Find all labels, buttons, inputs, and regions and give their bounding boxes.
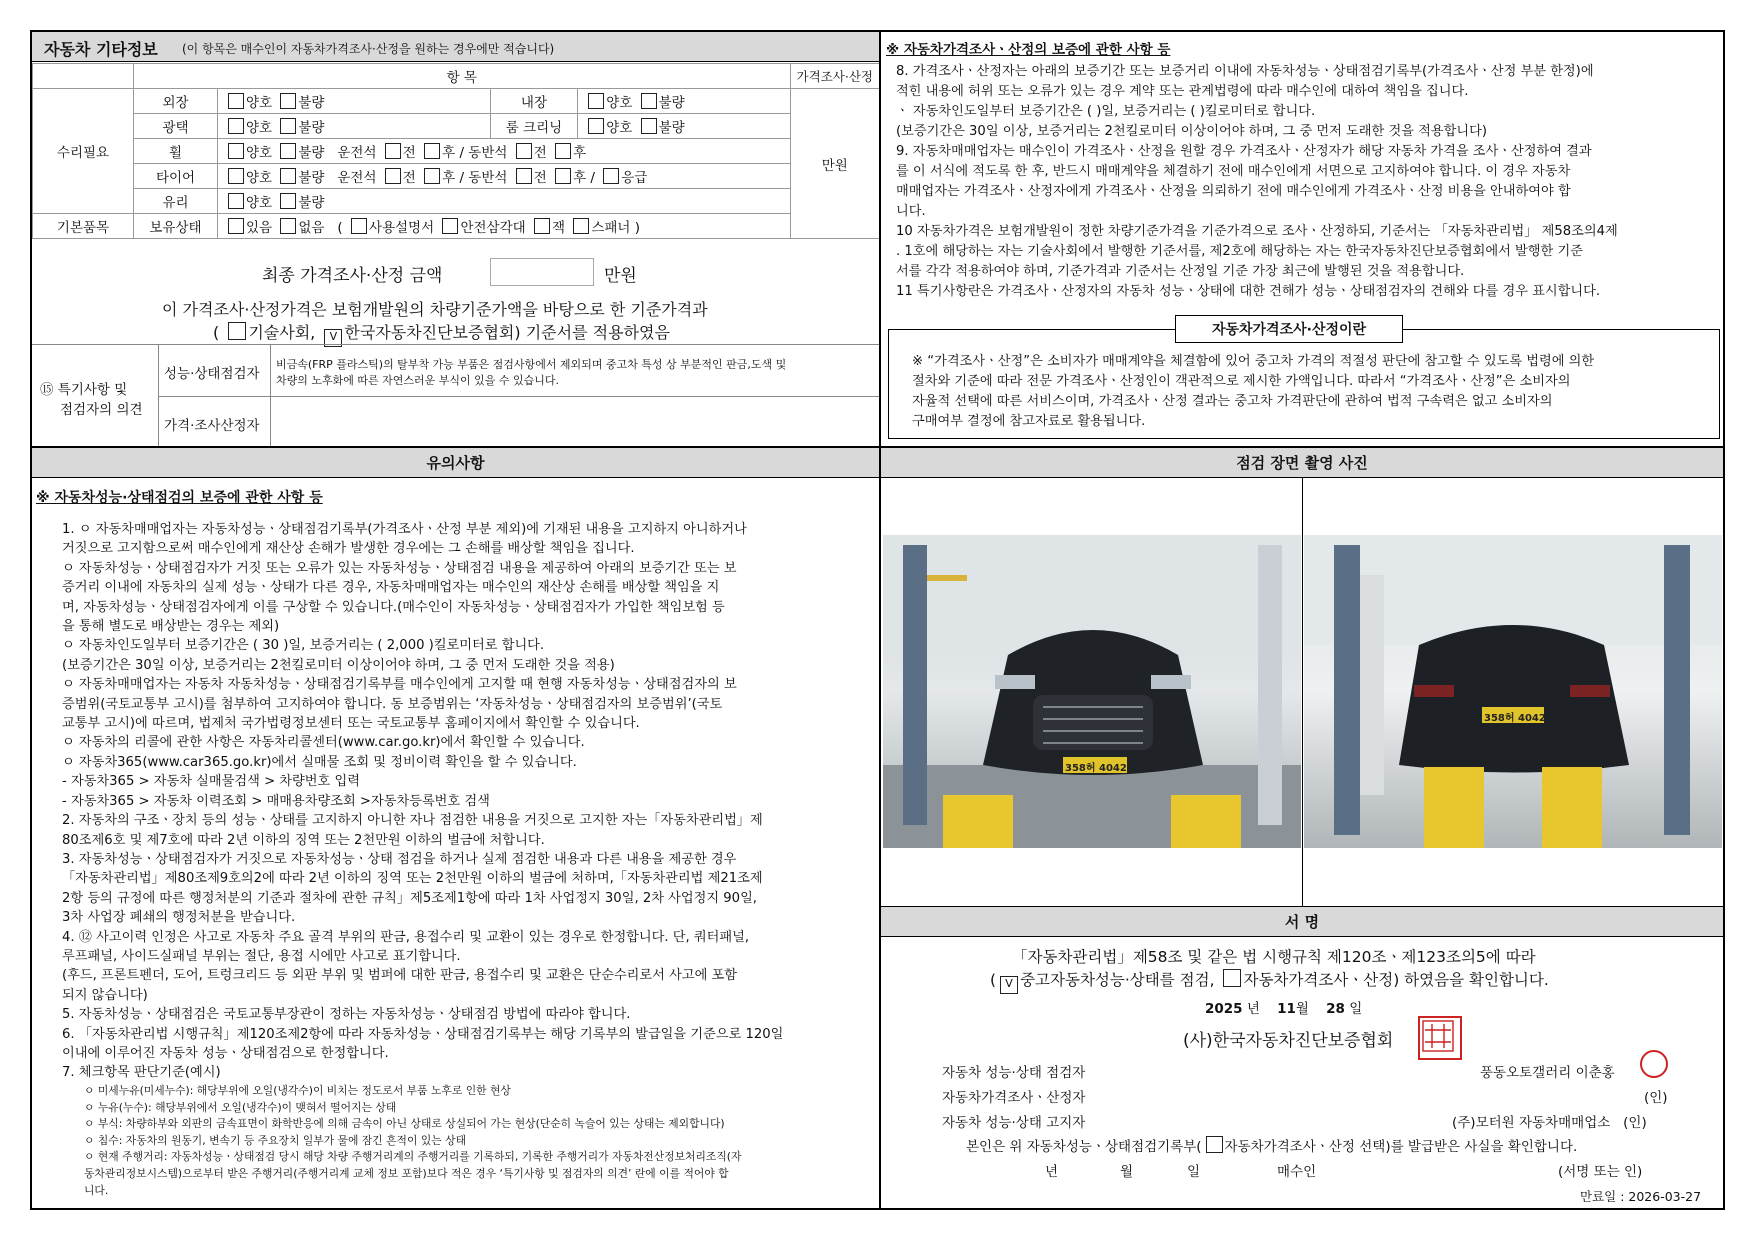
divider bbox=[270, 344, 271, 446]
association-name: (사)한국자동차진단보증협회 bbox=[1183, 1031, 1394, 1051]
wheel-options: 양호 불량 운전석 전 후 / 동반석 전 후 bbox=[218, 139, 791, 164]
tire-passenger-rear-checkbox[interactable] bbox=[555, 168, 571, 184]
divider bbox=[158, 396, 880, 397]
front-plate-text: 358허 4042 bbox=[1065, 763, 1127, 774]
wheel-passenger-front-checkbox[interactable] bbox=[516, 143, 532, 159]
price-unit-cell: 만원 bbox=[790, 89, 879, 239]
col-item-header: 항 목 bbox=[134, 64, 791, 89]
price-appraisal-checkbox[interactable] bbox=[1223, 969, 1241, 987]
divider bbox=[32, 344, 880, 345]
wheel-driver-front-checkbox[interactable] bbox=[385, 143, 401, 159]
glass-label: 유리 bbox=[134, 189, 218, 214]
appraiser-label: 가격·조사산정자 bbox=[164, 418, 260, 434]
glass-bad-checkbox[interactable] bbox=[280, 193, 296, 209]
notes-text: 1. ㅇ 자동차매매업자는 자동차성능ㆍ상태점검기록부(가격조사ㆍ산정 부분 제외)에 기재된 내용을 고지하지 아니하거나 거짓으로 고지함으로써 매수인에게 재산상 손해가 발생한 경우에는 그 손해를 배상할 책임을 집니다. ㅇ 자동차성능ㆍ상태점검자가 거짓 또는 오류가 있는 자동차성능ㆍ상태점검 내용을 제공하여 아래의 보증기간 또는 보 증거리 이내에 자동차의 실제 성능ㆍ상태가 다른 경우, 자동차매매업자는 매수인의 재산상 손해를 배상할 책임을 지 며, 자동차성능ㆍ상태점검자에게 이를 구상할 수 있습니다.(매수인이 자동차성능ㆍ상태점검자가 가입한 책임보험 등 을 통해 별도로 배상받는 경우는 제외) ㅇ 자동차인도일부터 보증기간은 ( 30 )일, 보증거리는 ( 2,000 )킬로미터로 합니다. (보증기간은 30일 이상, 보증거리는 2천킬로미터 이상이어야 하며, 그 중 먼저 도래한 것을 적용) ㅇ 자동차매매업자는 자동차 자동차성능ㆍ상태점검기록부를 매수인에게 고지할 때 현행 자동차성능ㆍ상태점검자의 보 증범위(국토교통부 고시)를 첨부하여 고지하여야 합니다. 동 보증범위는 ‘자동차성능ㆍ상태점검자의 보증범위’(국토 교통부 고시)에 따르며, 법제처 국가법령정보센터 또는 국토교통부 홈페이지에서 확인할 수 있습니다. ㅇ 자동차의 리콜에 관한 사항은 자동차리콜센터(www.car.go.kr)에서 확인할 수 있습니다. ㅇ 자동차365(www.car365.go.kr)에서 실매물 조회 및 정비이력 확인을 할 수 있습니다. - 자동차365 > 자동차 실매물검색 > 차량번호 입력 - 자동차365 > 자동차 이력조회 > 매매용차량조회 >자동차등록번호 검색 2. 자동차의 구조ㆍ장치 등의 성능ㆍ상태를 고지하지 아니한 자나 점검한 내용을 거짓으로 고지한 자는「자동차관리법」제 80조제6호 및 제7호에 따라 2년 이하의 징역 또는 2천만원 이하의 벌금에 처합니다. 3. 자동차성능ㆍ상태점검자가 거짓으로 자동차성능ㆍ상태 점검을 하거나 실제 점검한 내용과 다른 내용을 제공한 경우 「자동차관리법」제80조제9호의2에 따라 2년 이하의 징역 또는 2천만원 이하의 벌금에 처하며,「자동차관리법 제21조제 2항 등의 규정에 따른 행정처분의 기준과 절차에 관한 규칙」제5조제1항에 따라 1차 사업정지 30일, 2차 사업정지 90일, 3차 사업장 폐쇄의 행정처분을 받습니다. 4. ⑫ 사고이력 인정은 사고로 자동차 주요 골격 부위의 판금, 용접수리 및 교환이 있는 경우로 한정합니다. 단, 쿼터패널, 루프패널, 사이드실패널 부위는 절단, 용접 시에만 사고로 표기합니다. (후드, 프론트펜더, 도어, 트렁크리드 등 외판 부위 및 범퍼에 대한 판금, 용접수리 및 교환은 단순수리로서 사고에 포함 되지 않습니다) 5. 자동차성능ㆍ상태점검은 국토교통부장관이 정하는 자동차성능ㆍ상태점검 방법에 따라야 합니다. 6. 「자동차관리법 시행규칙」제120조제2항에 따라 자동차성능ㆍ상태점검기록부는 해당 기록부의 발급일을 기준으로 120일 이내에 이루어진 자동차 성능ㆍ상태점검으로 한정합니다. 7. 체크항목 판단기준(예시) bbox=[62, 522, 784, 1081]
center-divider bbox=[879, 30, 881, 1210]
photo-divider bbox=[1302, 478, 1303, 906]
signer-value-appraiser: (인) bbox=[1644, 1090, 1668, 1106]
wheel-label: 휠 bbox=[134, 139, 218, 164]
ack-appraisal-checkbox[interactable] bbox=[1206, 1136, 1223, 1153]
gloss-label: 광택 bbox=[134, 114, 218, 139]
spanner-checkbox[interactable] bbox=[573, 218, 589, 234]
tire-label: 타이어 bbox=[134, 164, 218, 189]
other-info-table bbox=[32, 63, 880, 239]
inspector-note-1: 비금속(FRP 플라스틱)의 탈부착 가능 부품은 점검사항에서 제외되며 중고차 특성 상 부분적인 판금,도색 및 bbox=[276, 358, 787, 371]
final-price-input[interactable] bbox=[490, 258, 594, 286]
signer-value-notifier: (주)모터원 자동차매매업소 (인) bbox=[1452, 1115, 1647, 1131]
other-info-note: (이 항목은 매수인이 자동차가격조사·산정을 원하는 경우에만 적습니다) bbox=[182, 42, 555, 56]
expiry-date: 만료일 : 2026-03-27 bbox=[1580, 1189, 1702, 1204]
final-price-label: 최종 가격조사·산정 금액 bbox=[262, 266, 443, 286]
other-info-title: 자동차 기타정보 bbox=[44, 40, 158, 59]
holding-no-checkbox[interactable] bbox=[280, 218, 296, 234]
exterior-good-checkbox[interactable] bbox=[228, 93, 244, 109]
gloss-good-checkbox[interactable] bbox=[228, 118, 244, 134]
triangle-checkbox[interactable] bbox=[442, 218, 458, 234]
engineers-society-checkbox[interactable] bbox=[228, 322, 246, 340]
rear-inspection-photo bbox=[1304, 535, 1722, 848]
jack-checkbox[interactable] bbox=[534, 218, 550, 234]
tire-passenger-front-checkbox[interactable] bbox=[516, 168, 532, 184]
acknowledgement-line: 본인은 위 자동차성능ㆍ상태점검기록부( 자동차가격조사ㆍ산정 선택)를 발급받은 사실을 확인합니다. bbox=[966, 1135, 1577, 1155]
other-info-header bbox=[32, 32, 880, 62]
special-notes-label-2: 점검자의 의견 bbox=[60, 402, 143, 418]
association-seal bbox=[1418, 1016, 1462, 1060]
signer-label-notifier: 자동차 성능·상태 고지자 bbox=[942, 1115, 1086, 1131]
room-bad-checkbox[interactable] bbox=[641, 118, 657, 134]
divider bbox=[158, 344, 159, 446]
front-inspection-photo bbox=[883, 535, 1301, 848]
photos-header: 점검 장면 촬영 사진 bbox=[881, 448, 1723, 478]
law-reference-line: 「자동차관리법」제58조 및 같은 법 시행규칙 제120조ㆍ제123조의5에 따라 bbox=[1012, 948, 1536, 966]
signer-label-inspector: 자동차 성능·상태 점검자 bbox=[942, 1065, 1086, 1081]
inspector-seal bbox=[1640, 1050, 1668, 1078]
confirm-line: ( V 중고자동차성능·상태를 점검, 자동차가격조사ㆍ산정) 하였음을 확인합니다. bbox=[990, 968, 1549, 994]
wheel-driver-rear-checkbox[interactable] bbox=[424, 143, 440, 159]
buyer-label: 매수인 bbox=[1277, 1164, 1317, 1180]
tire-driver-front-checkbox[interactable] bbox=[385, 168, 401, 184]
col-price-header: 가격조사·산정 bbox=[790, 64, 879, 89]
signer-value-inspector: 풍동오토갤러리 이춘홍 bbox=[1480, 1065, 1615, 1081]
holding-options: 있음 없음 ( 사용설명서 안전삼각대 잭 스패너 ) bbox=[218, 214, 791, 239]
inspector-label: 성능·상태점검자 bbox=[164, 366, 260, 382]
tire-bad-checkbox[interactable] bbox=[280, 168, 296, 184]
buyer-year: 년 bbox=[1045, 1164, 1059, 1180]
gloss-options: 양호 불량 bbox=[218, 114, 491, 139]
appraisal-warranty-heading: ※ 자동차가격조사ㆍ산정의 보증에 관한 사항 등 bbox=[886, 42, 1171, 58]
tire-good-checkbox[interactable] bbox=[228, 168, 244, 184]
notes-header: 유의사항 bbox=[32, 448, 879, 478]
notes-heading: ※ 자동차성능·상태점검의 보증에 관한 사항 등 bbox=[36, 490, 323, 506]
glass-options: 양호 불량 bbox=[218, 189, 791, 214]
inspector-note-2: 차량의 노후화에 따른 자연스러운 부식이 있을 수 있습니다. bbox=[276, 374, 559, 387]
exterior-options: 양호 불량 bbox=[218, 89, 491, 114]
tire-emergency-checkbox[interactable] bbox=[603, 168, 619, 184]
used-car-inspection-checkbox[interactable]: V bbox=[1000, 976, 1018, 994]
exterior-bad-checkbox[interactable] bbox=[280, 93, 296, 109]
special-notes-label-1: ⑮ 특기사항 및 bbox=[40, 382, 128, 398]
room-good-checkbox[interactable] bbox=[588, 118, 604, 134]
final-price-unit: 만원 bbox=[604, 266, 637, 286]
repair-needed-label: 수리필요 bbox=[33, 89, 134, 214]
kadiwa-checkbox[interactable]: V bbox=[324, 329, 342, 347]
glass-good-checkbox[interactable] bbox=[228, 193, 244, 209]
holding-yes-checkbox[interactable] bbox=[228, 218, 244, 234]
exterior-label: 외장 bbox=[134, 89, 218, 114]
basic-items-label: 기본품목 bbox=[33, 214, 134, 239]
interior-label: 내장 bbox=[490, 89, 578, 114]
rear-plate-text: 358허 4042 bbox=[1484, 713, 1546, 724]
signer-label-appraiser: 자동차가격조사ㆍ산정자 bbox=[942, 1090, 1086, 1106]
buyer-day: 일 bbox=[1187, 1164, 1201, 1180]
price-basis-line2: ( 기술사회, V 한국자동차진단보증협회) 기준서를 적용하였음 bbox=[213, 320, 670, 347]
buyer-sign-hint: (서명 또는 인) bbox=[1558, 1164, 1643, 1180]
appraisal-definition-text: ※ “가격조사ㆍ산정”은 소비자가 매매계약을 체결함에 있어 중고차 가격의 적절성 판단에 참고할 수 있도록 법령에 의한 절차와 기준에 따라 전문 가격조사ㆍ산정인이 객관적으로 제시한 가액입니다. 따라서 “가격조사ㆍ산정”은 소비자의 자율적 선택에 따른 서비스이며, 가격조사ㆍ산정 결과는 중고차 가격판단에 관하여 법적 구속력은 없고 소비자의 구매여부 결정에 참고자료로 활용됩니다. bbox=[912, 354, 1595, 429]
wheel-passenger-rear-checkbox[interactable] bbox=[555, 143, 571, 159]
tire-options: 양호 불량 운전석 전 후 / 동반석 전 후 / 응급 bbox=[218, 164, 791, 189]
interior-options: 양호 불량 bbox=[578, 89, 790, 114]
tire-driver-rear-checkbox[interactable] bbox=[424, 168, 440, 184]
appraisal-definition-title: 자동차가격조사·산정이란 bbox=[1175, 315, 1403, 343]
signature-header: 서 명 bbox=[881, 907, 1723, 937]
issue-date: 2025 년 11월 28 일 bbox=[1205, 1001, 1363, 1017]
manual-checkbox[interactable] bbox=[351, 218, 367, 234]
notes-criteria: ㅇ 미세누유(미세누수): 해당부위에 오일(냉각수)이 비치는 정도로서 부품 노후로 인한 현상 ㅇ 누유(누수): 해당부위에서 오일(냉각수)이 맺혀서 떨어지는 상태 ㅇ 부식: 차량하부와 외판의 금속표면이 화학반응에 의해 금속이 아닌 상태로 상실되어 가는 현상(단순히 녹슬어 있는 상태는 제외합니다) ㅇ 침수: 자동차의 원동기, 변속기 등 주요장치 일부가 물에 잠긴 흔적이 있는 상태 ㅇ 현재 주행거리: 자동차성능ㆍ상태점검 당시 해당 차량 주행거리계의 주행거리를 기록하되, 기록한 주행거리가 자동차전산정보처리조직(자 동차관리정보시스템)으로부터 받은 주행거리(주행거리계 교체 정보 포함)보다 적은 경우 ‘특기사항 및 점검자의 의견’ 란에 이를 적어야 합 니다. bbox=[84, 1084, 742, 1197]
buyer-month: 월 bbox=[1120, 1164, 1134, 1180]
gloss-bad-checkbox[interactable] bbox=[280, 118, 296, 134]
price-basis-line1: 이 가격조사·산정가격은 보험개발원의 차량기준가액을 바탕으로 한 기준가격과 bbox=[162, 300, 708, 319]
wheel-bad-checkbox[interactable] bbox=[280, 143, 296, 159]
interior-bad-checkbox[interactable] bbox=[641, 93, 657, 109]
room-cleaning-label: 룸 크리닝 bbox=[490, 114, 578, 139]
room-options: 양호 불량 bbox=[578, 114, 790, 139]
appraisal-warranty-text: 8. 가격조사ㆍ산정자는 아래의 보증기간 또는 보증거리 이내에 자동차성능ㆍ상태점검기록부(가격조사ㆍ산정 부분 한정)에 적힌 내용에 허위 또는 오류가 있는 경우 계약 또는 관계법령에 따라 매수인에 대하여 책임을 집니다. ㆍ 자동차인도일부터 보증기간은 ( )일, 보증거리는 ( )킬로미터로 합니다. (보증기간은 30일 이상, 보증거리는 2천킬로미터 이상이어야 하며, 그 중 먼저 도래한 것을 적용합니다) 9. 자동차매매업자는 매수인이 가격조사ㆍ산정을 원할 경우 가격조사ㆍ산정자가 해당 자동차 가격을 조사ㆍ산정하여 결과 를 이 서식에 적도록 한 후, 반드시 매매계약을 체결하기 전에 매수인에게 서면으로 고지하여야 합니다. 이 경우 자동차 매매업자는 가격조사ㆍ산정자에게 가격조사ㆍ산정을 의뢰하기 전에 매수인에게 가격조사ㆍ산정 비용을 안내하여야 합 니다. 10 자동차가격은 보험개발원이 정한 차량기준가격을 기준가격으로 조사ㆍ산정하되, 기준서는 「자동차관리법」 제58조의4제 . 1호에 해당하는 자는 기술사회에서 발행한 기준서를, 제2호에 해당하는 자는 한국자동차진단보증협회에서 발행한 기준 서를 각각 적용하여야 하며, 기준가격과 기준서는 산정일 기준 가장 최근에 발행된 것을 적용합니다. 11 특기사항란은 가격조사ㆍ산정자의 자동차 성능ㆍ상태에 대한 견해가 성능ㆍ상태점검자의 견해와 다를 경우 표시합니다. bbox=[896, 64, 1618, 299]
wheel-good-checkbox[interactable] bbox=[228, 143, 244, 159]
interior-good-checkbox[interactable] bbox=[588, 93, 604, 109]
holding-label: 보유상태 bbox=[134, 214, 218, 239]
